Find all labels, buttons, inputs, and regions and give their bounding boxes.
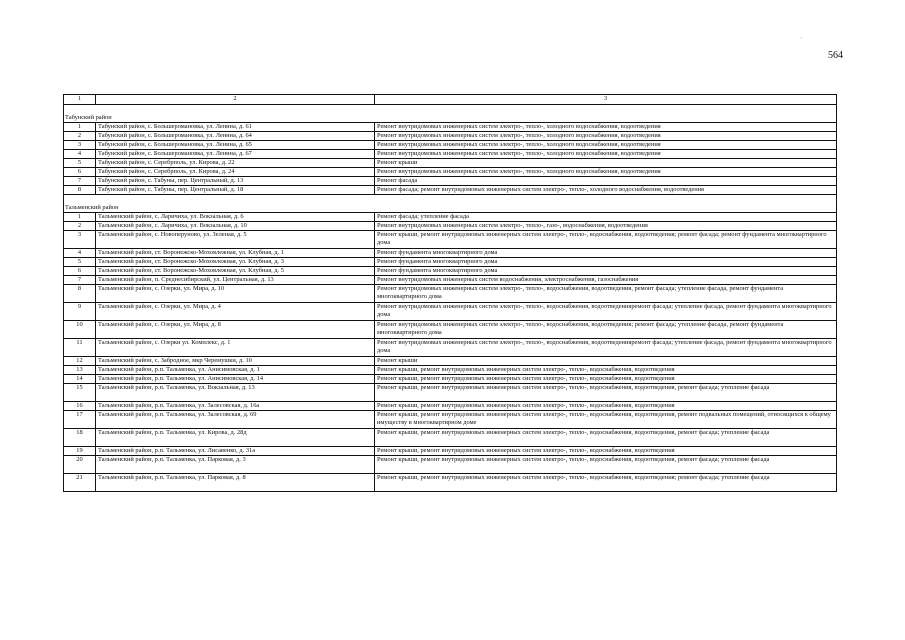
table-row: [64, 429, 837, 447]
address-cell: Тальменский район, р.п. Тальменка, ул. Вокзальная, д. 13: [96, 384, 375, 402]
address-cell: Тальменский район, с. Забродное, мкр Черемушки, д. 10: [96, 357, 375, 366]
address-cell: Табунский район, с. Большеромановка, ул. Ленина, д. 65: [96, 141, 375, 150]
header-col-1: 1: [64, 95, 96, 105]
row-number: 2: [64, 222, 96, 231]
table-row: [64, 411, 837, 429]
table-row: [64, 159, 837, 168]
work-type-cell: Ремонт фасада: [375, 177, 837, 186]
table-row: [64, 339, 837, 357]
work-type-cell: Ремонт внутридомовых инженерных систем водоснабжения, электроснабжения, газоснабжения: [375, 276, 837, 285]
work-type-cell: Ремонт крыши, ремонт внутридомовых инженерных систем электро-, тепло-, водоснабжения, водоотведения; ремонт фасада; ремонт фундамента многоквартирного дома: [375, 231, 837, 249]
address-cell: Табунский район, с. Большеромановка, ул. Ленина, д. 64: [96, 132, 375, 141]
row-number: 12: [64, 357, 96, 366]
row-number: 3: [64, 141, 96, 150]
table-row: [64, 222, 837, 231]
address-cell: Тальменский район, р.п. Тальменка, ул. Парковая, д. 8: [96, 474, 375, 492]
address-cell: Тальменский район, с. Озерки, ул. Мира, д. 10: [96, 285, 375, 303]
row-number: 19: [64, 447, 96, 456]
table-row: [64, 168, 837, 177]
section-spacer: [64, 105, 837, 114]
table-row: [64, 213, 837, 222]
address-cell: Тальменский район, с. Новоперуново, ул. Зеленая, д. 5: [96, 231, 375, 249]
table-row: [64, 150, 837, 159]
address-cell: Тальменский район, р.п. Тальменка, ул. Залесовская, д. 16а: [96, 402, 375, 411]
table-row: [64, 456, 837, 474]
row-number: 7: [64, 276, 96, 285]
work-type-cell: Ремонт внутридомовых инженерных систем электро-, тепло-, холодного водоснабжения, водоотведения: [375, 150, 837, 159]
work-type-cell: Ремонт внутридомовых инженерных систем электро-, тепло-, холодного водоснабжения, водоотведения: [375, 132, 837, 141]
work-type-cell: Ремонт внутридомовых инженерных систем электро-, тепло-, водоснабжения, водоотведения, ремонт фасада; утепление фасада, ремонт фундамента многоквартирного дома: [375, 285, 837, 303]
address-cell: Табунский район, с. Большеромановка, ул. Ленина, д. 67: [96, 150, 375, 159]
work-type-cell: Ремонт крыши, ремонт внутридомовых инженерных систем электро-, тепло-, водоснабжения, водоотведения, ремонт фасада; утепление фасада: [375, 456, 837, 474]
work-type-cell: Ремонт внутридомовых инженерных систем электро-, тепло-, холодного водоснабжения, водоотведения: [375, 168, 837, 177]
header-col-3: 3: [375, 95, 837, 105]
work-type-cell: Ремонт внутридомовых инженерных систем электро-, тепло-, холодного водоснабжения, водоотведения: [375, 141, 837, 150]
table-row: [64, 123, 837, 132]
address-cell: Тальменский район, р.п. Тальменка, ул. Кирова, д. 28д: [96, 429, 375, 447]
table-row: [64, 357, 837, 366]
address-cell: Тальменский район, р.п. Тальменка, ул. Анисимовская, д. 1: [96, 366, 375, 375]
address-cell: Тальменский район, р.п. Тальменка, ул. Лисавенко, д. 31а: [96, 447, 375, 456]
row-number: 3: [64, 231, 96, 249]
row-number: 18: [64, 429, 96, 447]
row-number: 8: [64, 186, 96, 195]
table-row: [64, 285, 837, 303]
work-type-cell: Ремонт крыши, ремонт внутридомовых инженерных систем электро-, тепло-, водоснабжения, водоотведения: [375, 447, 837, 456]
row-number: 15: [64, 384, 96, 402]
address-cell: Табунский район, с. Большеромановка, ул. Ленина, д. 61: [96, 123, 375, 132]
work-type-cell: Ремонт фундамента многоквартирного дома: [375, 267, 837, 276]
row-number: 11: [64, 339, 96, 357]
table-row: [64, 177, 837, 186]
section-spacer: [64, 195, 837, 204]
address-cell: Тальменский район, р.п. Тальменка, ул. Анисимовская, д. 14: [96, 375, 375, 384]
table-row: [64, 258, 837, 267]
work-type-cell: Ремонт крыши, ремонт внутридомовых инженерных систем электро-, тепло-, водоснабжения, водоотведения: [375, 366, 837, 375]
address-cell: Табунский район, с. Табуны, пер. Центральный, д. 13: [96, 177, 375, 186]
work-type-cell: Ремонт внутридомовых инженерных систем электро-, тепло-, водоснабжения, водоотведения; ремонт фасада; утепление фасада, ремонт фундамента многоквартирного дома: [375, 321, 837, 339]
row-number: 16: [64, 402, 96, 411]
row-number: 4: [64, 249, 96, 258]
address-cell: Табунский район, с. Табуны, пер. Центральный, д. 18: [96, 186, 375, 195]
table-row: [64, 267, 837, 276]
row-number: 13: [64, 366, 96, 375]
row-number: 5: [64, 258, 96, 267]
work-type-cell: Ремонт крыши: [375, 159, 837, 168]
table-row: [64, 276, 837, 285]
work-type-cell: Ремонт внутридомовых инженерных систем электро-, тепло-, водоснабжения, водоотведенияремонт фасада; утепление фасада, ремонт фундамента многоквартирного дома: [375, 339, 837, 357]
address-cell: Тальменский район, п. Среднесибирский, ул. Центральная, д. 13: [96, 276, 375, 285]
row-number: 4: [64, 150, 96, 159]
work-type-cell: Ремонт внутридомовых инженерных систем электро-, тепло-, водоснабжения, водоотведенияремонт фасада; утепление фасада, ремонт фундамента многоквартирного дома: [375, 303, 837, 321]
page-number: 564: [828, 50, 843, 61]
row-number: 1: [64, 123, 96, 132]
work-type-cell: Ремонт фасада; утепление фасада: [375, 213, 837, 222]
region-heading: Тальменский район: [64, 203, 837, 213]
address-cell: Табунский район, с. Серебрполь, ул. Кирова, д. 22: [96, 159, 375, 168]
repair-program-table: [63, 94, 837, 492]
work-type-cell: Ремонт внутридомовых инженерных систем электро-, тепло-, газо-, водоснабжения, водоотведения: [375, 222, 837, 231]
document-table-container: [63, 94, 836, 492]
address-cell: Тальменский район, р.п. Тальменка, ул. Залесовская, д. 69: [96, 411, 375, 429]
row-number: 2: [64, 132, 96, 141]
address-cell: Тальменский район, р.п. Тальменка, ул. Парковая, д. 3: [96, 456, 375, 474]
work-type-cell: Ремонт крыши: [375, 357, 837, 366]
work-type-cell: Ремонт фундамента многоквартирного дома: [375, 249, 837, 258]
spacer-cell: [64, 195, 837, 204]
region-heading-row: [64, 203, 837, 213]
address-cell: Тальменский район, с. Ларичиха, ул. Вокзальная, д. 10: [96, 222, 375, 231]
row-number: 8: [64, 285, 96, 303]
address-cell: Тальменский район, с. Озерки, ул. Мира, д. 4: [96, 303, 375, 321]
row-number: 20: [64, 456, 96, 474]
table-row: [64, 366, 837, 375]
row-number: 9: [64, 303, 96, 321]
table-row: [64, 249, 837, 258]
row-number: 1: [64, 213, 96, 222]
row-number: 6: [64, 267, 96, 276]
work-type-cell: Ремонт крыши, ремонт внутридомовых инженерных систем электро-, тепло-, водоснабжения, водоотведения, ремонт фасада; утепление фасада: [375, 384, 837, 402]
region-heading: Табунский район: [64, 113, 837, 123]
work-type-cell: Ремонт крыши, ремонт внутридомовых инженерных систем электро-, тепло-, водоснабжения, водоотведения: [375, 375, 837, 384]
table-row: [64, 375, 837, 384]
address-cell: Тальменский район, ст. Воронежско-Моховлежная, ул. Клубная, д. 5: [96, 267, 375, 276]
row-number: 21: [64, 474, 96, 492]
row-number: 14: [64, 375, 96, 384]
table-row: [64, 384, 837, 402]
table-row: [64, 402, 837, 411]
row-number: 5: [64, 159, 96, 168]
spacer-cell: [64, 105, 837, 114]
address-cell: Тальменский район, с. Озерки ул. Комплекс, д. 1: [96, 339, 375, 357]
table-row: [64, 141, 837, 150]
header-col-2: 2: [96, 95, 375, 105]
address-cell: Табунский район, с. Серебрполь, ул. Кирова, д. 24: [96, 168, 375, 177]
work-type-cell: Ремонт крыши, ремонт внутридомовых инженерных систем электро-, тепло-, водоснабжения, водоотведения, ремонт подвальных помещений, относящихся к общему имуществу в многоквартирном доме: [375, 411, 837, 429]
work-type-cell: Ремонт крыши, ремонт внутридомовых инженерных систем электро-, тепло-, водоснабжения, водоотведения, ремонт фасада; утепление фасада: [375, 429, 837, 447]
address-cell: Тальменский район, с. Ларичиха, ул. Вокзальная, д. 6: [96, 213, 375, 222]
table-row: [64, 132, 837, 141]
region-heading-row: [64, 113, 837, 123]
table-row: [64, 186, 837, 195]
work-type-cell: Ремонт фундамента многоквартирного дома: [375, 258, 837, 267]
table-row: [64, 231, 837, 249]
row-number: 7: [64, 177, 96, 186]
work-type-cell: Ремонт крыши, ремонт внутридомовых инженерных систем электро-, тепло-, водоснабжения, водоотведения; ремонт фасада; утепление фасада: [375, 474, 837, 492]
table-row: [64, 447, 837, 456]
table-row: [64, 321, 837, 339]
table-row: [64, 474, 837, 492]
address-cell: Тальменский район, ст. Воронежско-Моховлежная, ул. Клубная, д. 3: [96, 258, 375, 267]
scan-mark: ·: [800, 36, 802, 42]
address-cell: Тальменский район, ст. Воронежско-Моховлежная, ул. Клубная, д. 1: [96, 249, 375, 258]
row-number: 17: [64, 411, 96, 429]
work-type-cell: Ремонт внутридомовых инженерных систем электро-, тепло-, холодного водоснабжения, водоотведения: [375, 123, 837, 132]
work-type-cell: Ремонт фасада; ремонт внутридомовых инженерных систем электро-, тепло-, холодного водоснабжения, водоотведения: [375, 186, 837, 195]
table-row: [64, 303, 837, 321]
address-cell: Тальменский район, с. Озерки, ул. Мира, д. 8: [96, 321, 375, 339]
work-type-cell: Ремонт крыши, ремонт внутридомовых инженерных систем электро-, тепло-, водоснабжения, водоотведения: [375, 402, 837, 411]
row-number: 10: [64, 321, 96, 339]
row-number: 6: [64, 168, 96, 177]
column-number-header-row: [64, 95, 837, 105]
